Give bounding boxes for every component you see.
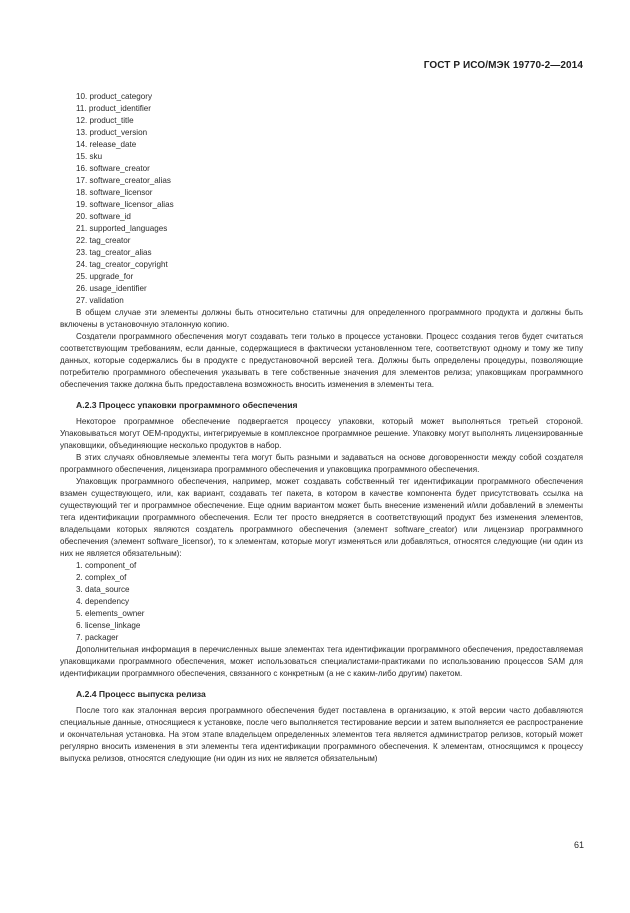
- list-item: 5. elements_owner: [76, 609, 145, 618]
- paragraph: Дополнительная информация в перечисленных выше элементах тега идентификации программного обеспечения, предоставляемая упаковщиками программного обеспечения, может использоваться специалистами-практиками по использованию процессов SAM для идентификации программного обеспечения, связанного с конкретным (а не с каким-либо другим) пакетом.: [60, 645, 583, 678]
- list-item: 26. usage_identifier: [76, 284, 147, 293]
- list-item: 11. product_identifier: [76, 104, 151, 113]
- paragraph: После того как эталонная версия программного обеспечения будет поставлена в организацию, к этой версии часто добавляются специальные данные, относящиеся к установке, после чего выполняется тестирование версии и затем выполняется ее распространение и окончательная установка. На этом этапе владельцем определенных элементов тега является администратор релизов, который может регулярно вносить изменения в эти элементы тега идентификации программного обеспечения. К элементам, относящимся к процессу выпуска релизов, относятся следующие (ни один из них не является обязательным): [60, 706, 583, 763]
- list-item: 3. data_source: [76, 585, 130, 594]
- list-item: 2. complex_of: [76, 573, 127, 582]
- element-list-2: [60, 560, 583, 644]
- document-header: ГОСТ Р ИСО/МЭК 19770-2—2014: [423, 60, 583, 71]
- element-list-1: [60, 91, 583, 307]
- list-item: 27. validation: [76, 296, 124, 305]
- page-number: 61: [573, 840, 584, 850]
- list-item: 6. license_linkage: [76, 621, 141, 630]
- list-item: 25. upgrade_for: [76, 272, 134, 281]
- list-item: 10. product_category: [76, 92, 153, 101]
- list-item: 15. sku: [76, 152, 103, 161]
- paragraph: Упаковщик программного обеспечения, например, может создавать собственный тег идентификации программного обеспечения взамен существующего, или, как вариант, создавать тег пакета, в котором в качестве компонента будет присутствовать ссылка на существующий тег и программное обеспечение. Еще одним вариантом может быть внесение изменений и/или добавлений в элементы тега идентификации программного обеспечения. Если тег просто внедряется в соответствующий продукт без изменения элементов, владельцами которых являются создатель программного обеспечения (элемент software_creator) или лицензиар программного обеспечения (элемент software_licensor), то к элементам, которые могут изменяться или добавляться, относятся следующие (ни один из них не является обязательным):: [60, 477, 583, 558]
- list-item: 13. product_version: [76, 128, 148, 137]
- list-item: 17. software_creator_alias: [76, 176, 171, 185]
- list-item: 20. software_id: [76, 212, 131, 221]
- page-content: [60, 91, 583, 765]
- list-item: 7. packager: [76, 633, 119, 642]
- section-heading-a-2-4: А.2.4 Процесс выпуска релиза: [76, 689, 206, 699]
- list-item: 1. component_of: [76, 561, 137, 570]
- list-item: 22. tag_creator: [76, 236, 131, 245]
- list-item: 14. release_date: [76, 140, 137, 149]
- list-item: 24. tag_creator_copyright: [76, 260, 168, 269]
- list-item: 16. software_creator: [76, 164, 150, 173]
- list-item: 4. dependency: [76, 597, 130, 606]
- paragraph: В этих случаях обновляемые элементы тега могут быть разными и задаваться на основе договоренности между собой создателя программного обеспечения, лицензиара программного обеспечения и упаковщика программного обеспечения.: [60, 453, 583, 474]
- list-item: 23. tag_creator_alias: [76, 248, 152, 257]
- paragraph: Некоторое программное обеспечение подвергается процессу упаковки, который может выполняться третьей стороной. Упаковываться могут ОЕМ-продукты, интегрируемые в комплексное программное решение. Упаковку могут выполнять лицензированные упаковщики, объединяющие несколько продуктов в набор.: [60, 417, 583, 450]
- section-heading-a-2-3: А.2.3 Процесс упаковки программного обеспечения: [76, 400, 298, 410]
- paragraph: В общем случае эти элементы должны быть относительно статичны для определенного программного продукта и должны быть включены в установочную эталонную копию.: [60, 308, 583, 329]
- list-item: 19. software_licensor_alias: [76, 200, 174, 209]
- list-item: 21. supported_languages: [76, 224, 168, 233]
- list-item: 12. product_title: [76, 116, 134, 125]
- list-item: 18. software_licensor: [76, 188, 153, 197]
- paragraph: Создатели программного обеспечения могут создавать теги только в процессе установки. Процесс создания тегов будет считаться соответствующим требованиям, если данные, содержащиеся в фактически установленном теге, соответствуют одному и тому же типу данных, которые содержались бы в продукте с предустановочной версией тега. Должны быть определены процедуры, позволяющие потребителю программного обеспечения указывать в теге собственные значения для элементов релиза; упаковщикам программного обеспечения также должна быть предоставлена возможность вносить изменения в элементы тега.: [60, 332, 583, 389]
